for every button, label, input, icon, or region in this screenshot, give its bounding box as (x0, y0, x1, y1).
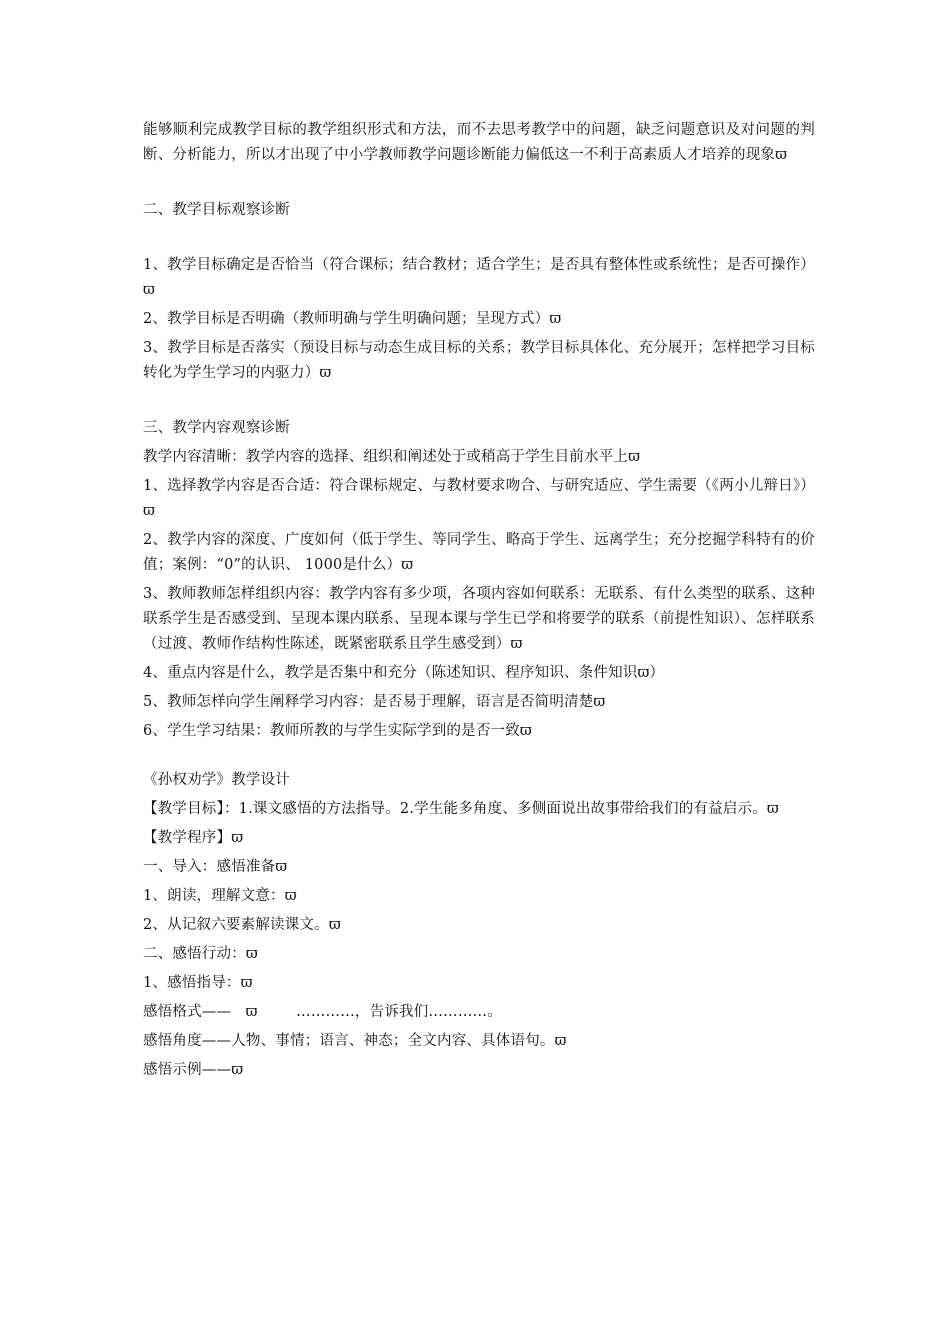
design-line-six-elements: 2、从记叙六要素解读课文。ϖ (143, 917, 341, 933)
content-item-4: 4、重点内容是什么，教学是否集中和充分（陈述知识、程序知识、条件知识ϖ） (143, 665, 665, 681)
content-item-5: 5、教师怎样向学生阐释学习内容：是否易于理解，语言是否简明清楚ϖ (143, 694, 606, 710)
design-line-example: 感悟示例——ϖ (143, 1062, 244, 1078)
content-item-2: 2、教学内容的深度、广度如何（低于学生、等同学生、略高于学生、远离学生；充分挖掘学科特有的价值；案例：“0”的认识、 1000是什么）ϖ (143, 532, 815, 573)
content-item-3: 3、教师教师怎样组织内容：教学内容有多少项，各项内容如何联系：无联系、有什么类型的联系、这种联系学生是否感受到、呈现本课内联系、呈现本课与学生已学和将要学的联系（前提性知识）、怎样联系（过渡、教师作结构性陈述，既紧密联系且学生感受到）ϖ (143, 586, 815, 652)
document-body (143, 118, 815, 1087)
content-item-6: 6、学生学习结果：教师所教的与学生实际学到的是否一致ϖ (143, 723, 532, 739)
objective-item-1: 1、教学目标确定是否恰当（符合课标；结合教材；适合学生；是否具有整体性或系统性；是否可操作）ϖ (143, 257, 815, 298)
design-line-guidance: 1、感悟指导：ϖ (143, 975, 253, 991)
design-line-format: 感悟格式—— ϖ …………，告诉我们…………。 (143, 1004, 502, 1020)
design-line-intro: 一、导入：感悟准备ϖ (143, 859, 288, 875)
design-title: 《孙权劝学》教学设计 (143, 772, 290, 788)
design-line-procedure: 【教学程序】ϖ (143, 830, 244, 846)
design-line-angle: 感悟角度——人物、事情；语言、神态；全文内容、具体语句。ϖ (143, 1033, 567, 1049)
design-line-objectives: 【教学目标】：1.课文感悟的方法指导。2.学生能多角度、多侧面说出故事带给我们的有益启示。ϖ (143, 801, 779, 817)
section-heading-content: 三、教学内容观察诊断 (143, 420, 290, 436)
design-line-read: 1、朗读，理解文意：ϖ (143, 888, 297, 904)
objective-item-3: 3、教学目标是否落实（预设目标与动态生成目标的关系；教学目标具体化、充分展开；怎样把学习目标转化为学生学习的内驱力）ϖ (143, 340, 815, 381)
section-heading-objectives: 二、教学目标观察诊断 (143, 202, 290, 218)
content-item-intro: 教学内容清晰：教学内容的选择、组织和阐述处于或稍高于学生目前水平上ϖ (143, 449, 641, 465)
content-item-1: 1、选择教学内容是否合适：符合课标规定、与教材要求吻合、与研究适应、学生需要（《两小儿辩日》）ϖ (143, 478, 815, 519)
intro-paragraph: 能够顺利完成教学目标的教学组织形式和方法，而不去思考教学中的问题，缺乏问题意识及对问题的判断、分析能力，所以才出现了中小学教师教学问题诊断能力偏低这一不利于高素质人才培养的现象ϖ (143, 122, 815, 163)
design-line-action: 二、感悟行动：ϖ (143, 946, 258, 962)
objective-item-2: 2、教学目标是否明确（教师明确与学生明确问题；呈现方式）ϖ (143, 311, 562, 327)
